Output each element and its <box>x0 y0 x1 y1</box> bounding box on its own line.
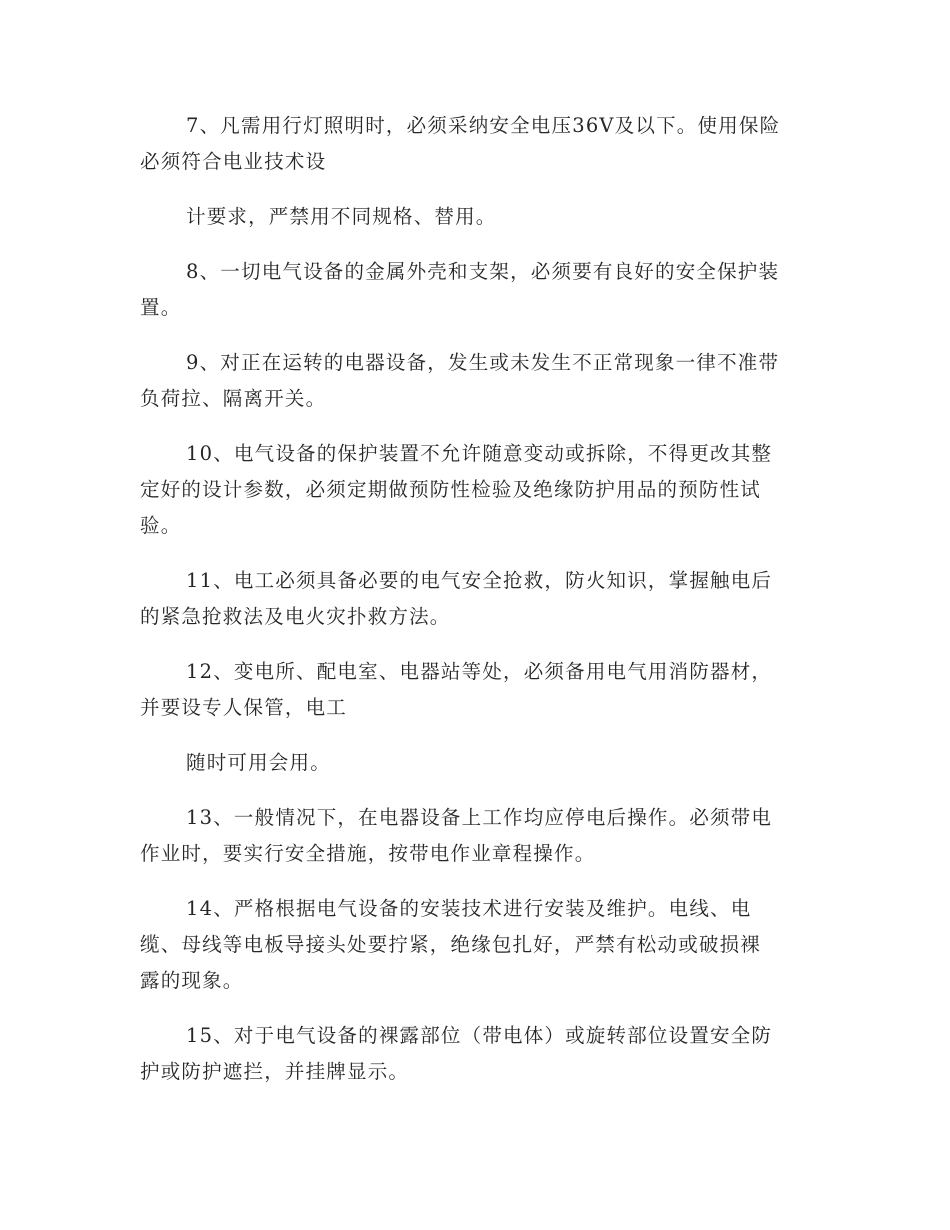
paragraph-line: 负荷拉、隔离开关。 <box>140 387 327 410</box>
paragraph-12-continuation <box>140 745 810 781</box>
paragraph-line: 10、电气设备的保护装置不允许随意变动或拆除，不得更改其整 <box>186 442 773 465</box>
paragraph-line: 13、一般情况下，在电器设备上工作均应停电后操作。必须带电 <box>186 806 773 829</box>
document-body <box>140 108 810 1109</box>
paragraph-12 <box>140 654 810 726</box>
paragraph-line: 11、电工必须具备必要的电气安全抢救，防火知识，掌握触电后 <box>186 569 773 592</box>
paragraph-10 <box>140 436 810 544</box>
paragraph-line: 验。 <box>140 514 182 537</box>
paragraph-11 <box>140 563 810 635</box>
paragraph-line: 定好的设计参数，必须定期做预防性检验及绝缘防护用品的预防性试 <box>140 478 762 501</box>
paragraph-line: 的紧急抢救法及电火灾扑救方法。 <box>140 605 451 628</box>
paragraph-line: 7、凡需用行灯照明时，必须采纳安全电压36V及以下。使用保险 <box>186 114 781 137</box>
paragraph-13 <box>140 800 810 872</box>
paragraph-line: 露的现象。 <box>140 969 244 992</box>
paragraph-9 <box>140 345 810 417</box>
paragraph-7-continuation <box>140 199 810 235</box>
paragraph-15 <box>140 1018 810 1090</box>
paragraph-line: 12、变电所、配电室、电器站等处，必须备用电气用消防器材， <box>186 660 773 683</box>
paragraph-14 <box>140 891 810 999</box>
paragraph-line: 置。 <box>140 296 182 319</box>
paragraph-line: 缆、母线等电板导接头处要拧紧，绝缘包扎好，严禁有松动或破损裸 <box>140 933 762 956</box>
paragraph-line: 必须符合电业技术设 <box>140 150 327 173</box>
paragraph-line: 15、对于电气设备的裸露部位（带电体）或旋转部位设置安全防 <box>186 1024 773 1047</box>
paragraph-line: 随时可用会用。 <box>186 751 331 774</box>
paragraph-7 <box>140 108 810 180</box>
paragraph-line: 作业时，要实行安全措施，按带电作业章程操作。 <box>140 842 596 865</box>
paragraph-line: 护或防护遮拦，并挂牌显示。 <box>140 1060 410 1083</box>
paragraph-line: 并要设专人保管，电工 <box>140 696 348 719</box>
paragraph-8 <box>140 254 810 326</box>
paragraph-line: 8、一切电气设备的金属外壳和支架，必须要有良好的安全保护装 <box>186 260 780 283</box>
paragraph-line: 9、对正在运转的电器设备，发生或未发生不正常现象一律不准带 <box>186 351 780 374</box>
paragraph-line: 计要求，严禁用不同规格、替用。 <box>186 205 497 228</box>
paragraph-line: 14、严格根据电气设备的安装技术进行安装及维护。电线、电 <box>186 897 752 920</box>
